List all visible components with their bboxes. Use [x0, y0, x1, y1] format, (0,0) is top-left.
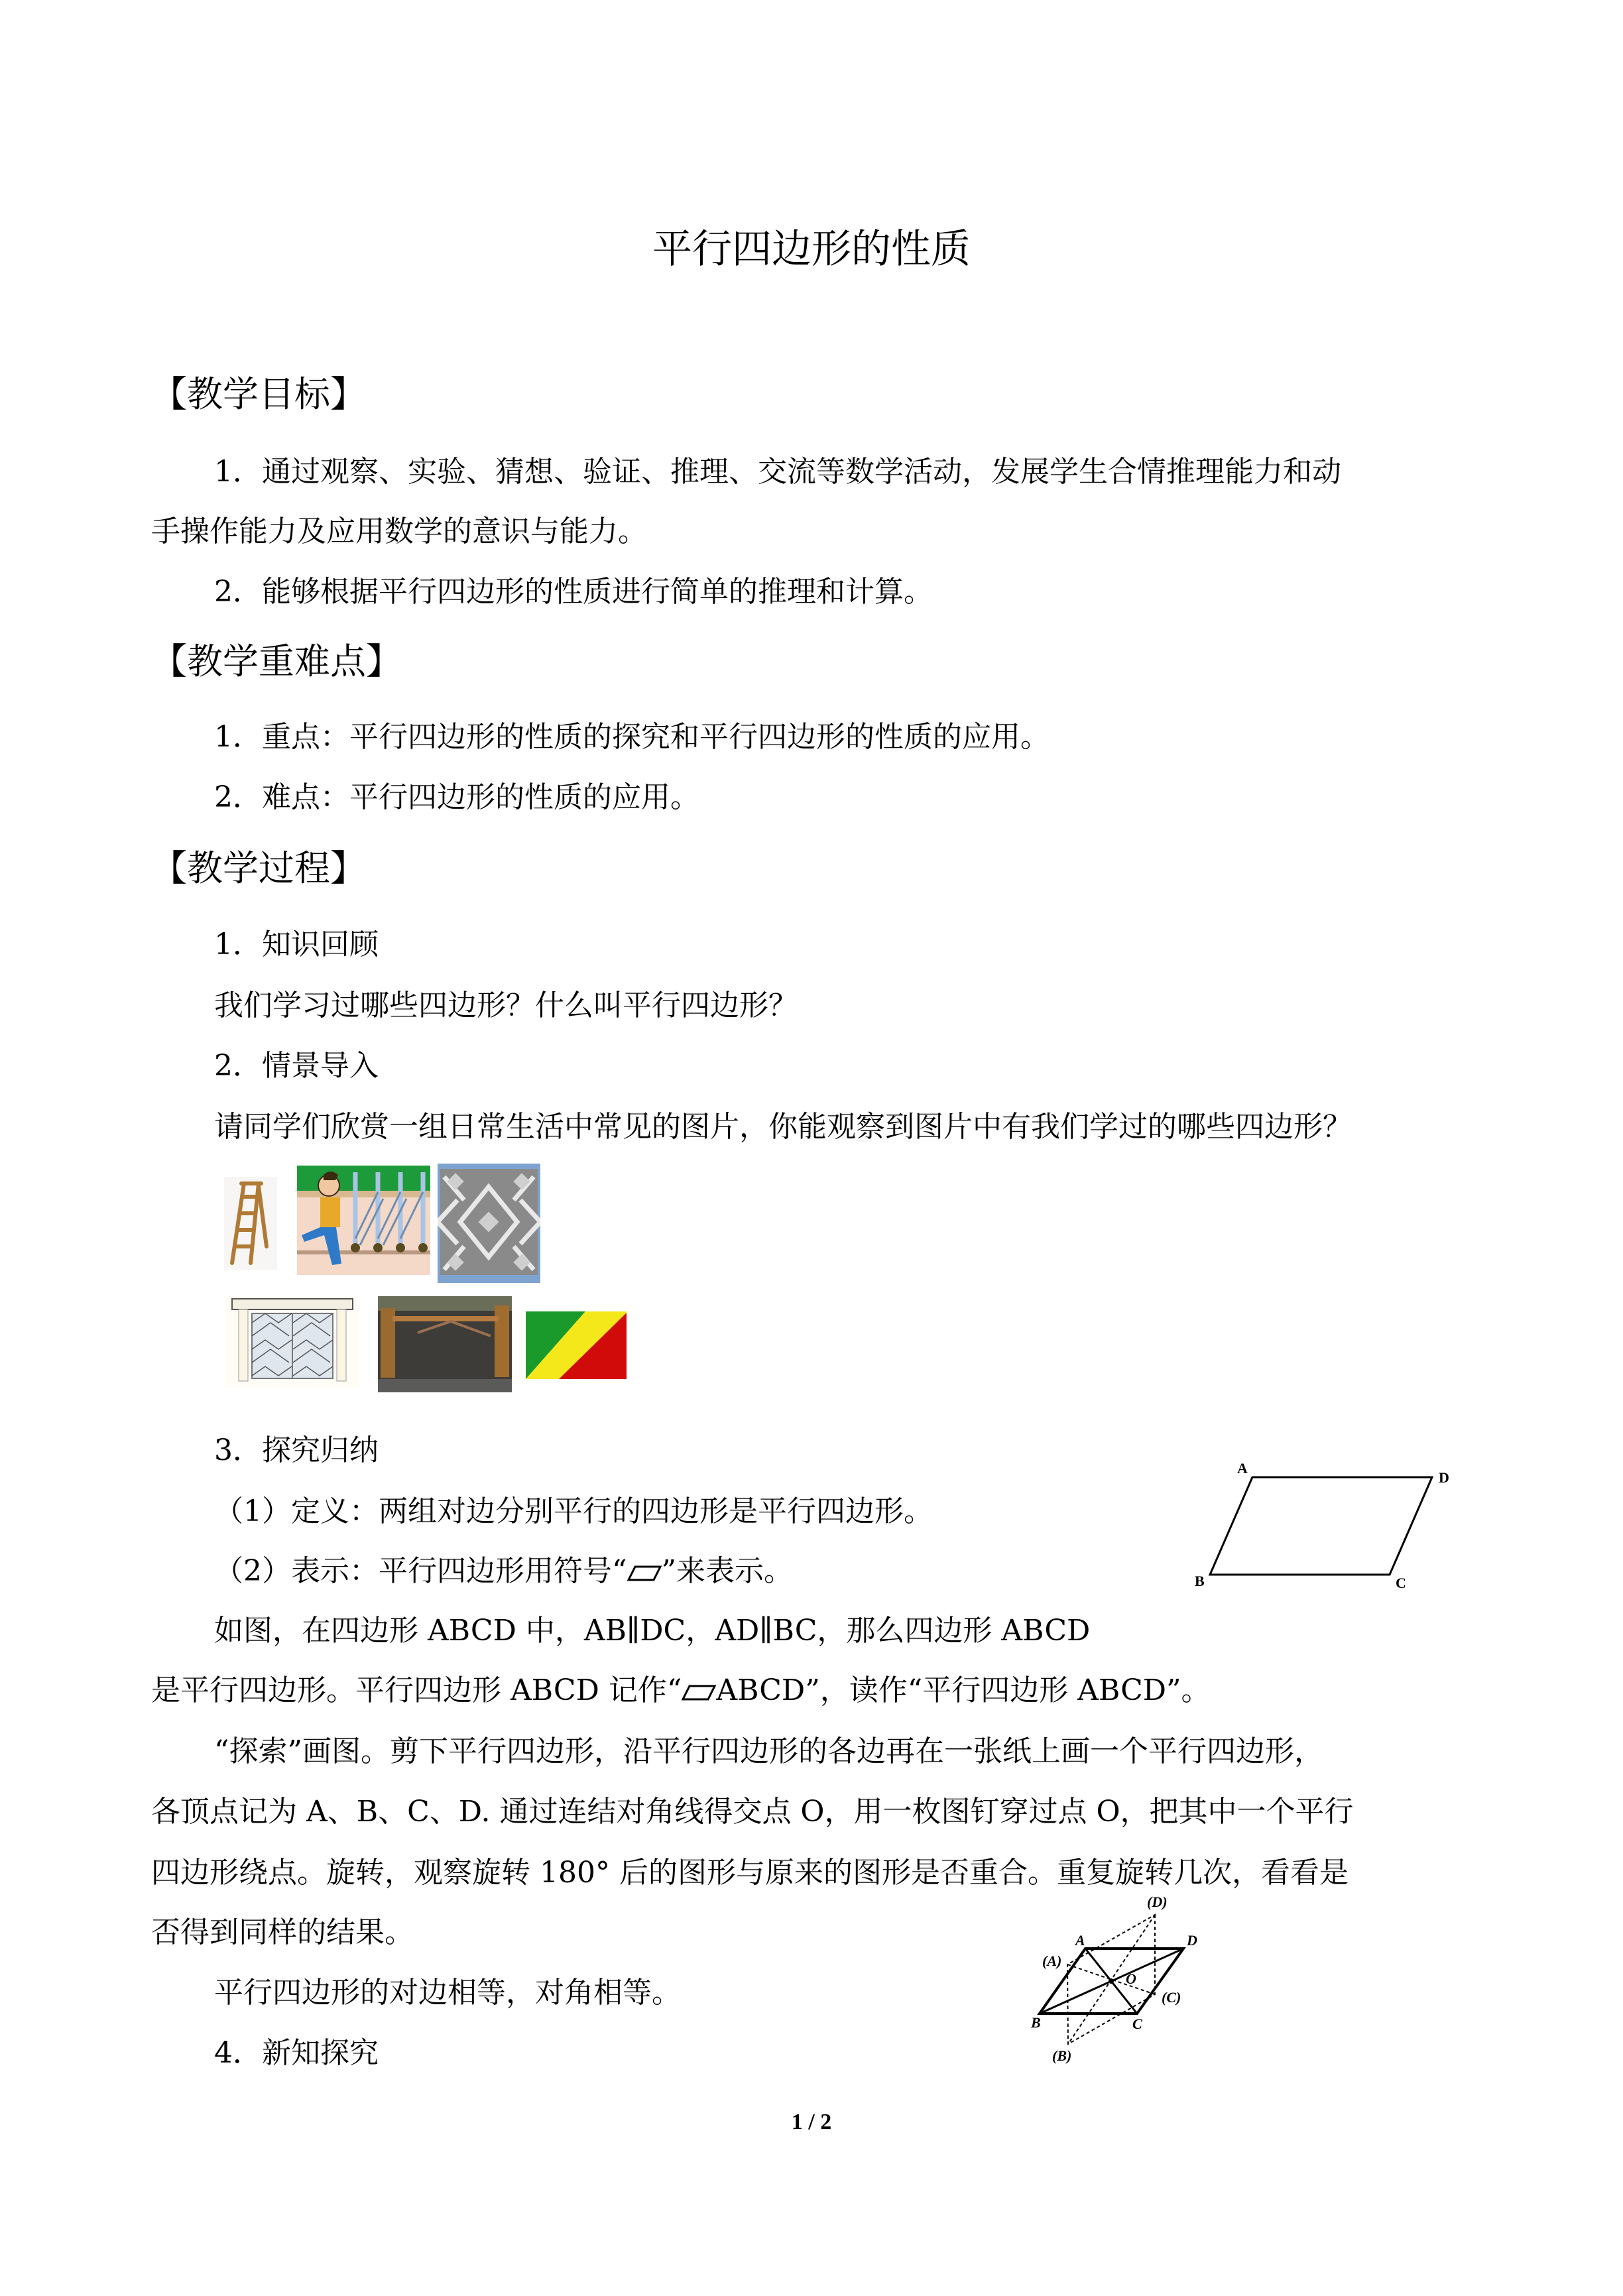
- window-grille-image: [225, 1296, 358, 1387]
- figure2-label-c-rotated: (C): [1162, 1989, 1181, 2006]
- parallelogram-symbol-icon: [682, 1684, 716, 1701]
- section-heading-objectives: 【教学目标】: [151, 373, 366, 415]
- key-point-2: 2．难点：平行四边形的性质的应用。: [214, 780, 699, 814]
- notation-text: [214, 1553, 793, 1590]
- parallelogram-figure: [1187, 1459, 1452, 1598]
- flag-image: [526, 1311, 627, 1379]
- explore-paragraph-line-4: 否得到同样的结果。: [151, 1915, 414, 1949]
- objective-item-1-cont: 手操作能力及应用数学的意识与能力。: [151, 514, 647, 548]
- intro-title: 2．情景导入: [214, 1049, 379, 1083]
- example-line-1: 如图，在四边形 ABCD 中，AB∥DC，AD∥BC，那么四边形 ABCD: [214, 1614, 1091, 1648]
- figure2-label-d-rotated: (D): [1147, 1896, 1168, 1910]
- page-number: 1 / 2: [791, 2110, 832, 2134]
- figure1-label-d: D: [1439, 1469, 1449, 1486]
- notation-pre: （2）表示：平行四边形用符号“: [214, 1554, 627, 1588]
- notation-post: ”来表示。: [661, 1554, 793, 1588]
- intro-text: 请同学们欣赏一组日常生活中常见的图片，你能观察到图片中有我们学过的哪些四边形？: [214, 1110, 1352, 1144]
- figure2-label-a: A: [1075, 1932, 1085, 1949]
- objective-item-2: 2．能够根据平行四边形的性质进行简单的推理和计算。: [214, 575, 933, 609]
- figure2-label-d: D: [1187, 1932, 1197, 1949]
- figure1-label-c: C: [1396, 1575, 1406, 1591]
- garden-gate-image: [378, 1296, 512, 1392]
- review-text: 我们学习过哪些四边形？什么叫平行四边形？: [214, 989, 798, 1022]
- property-text: 平行四边形的对边相等，对角相等。: [214, 1976, 681, 2010]
- figure2-label-a-rotated: (A): [1042, 1953, 1062, 1969]
- section-heading-key-points: 【教学重难点】: [151, 640, 402, 682]
- example-line-2-post: ABCD”，读作“平行四边形 ABCD”。: [716, 1673, 1211, 1707]
- parallelogram-symbol-icon: [627, 1565, 662, 1582]
- explore-paragraph-line-1: “探索”画图。剪下平行四边形，沿平行四边形的各边再在一张纸上画一个平行四边形，: [214, 1734, 1323, 1768]
- figure2-label-b-rotated: (B): [1052, 2047, 1072, 2064]
- objective-item-1: 1．通过观察、实验、猜想、验证、推理、交流等数学活动，发展学生合情推理能力和动: [214, 455, 1341, 489]
- rotation-figure: [1021, 1896, 1220, 2075]
- example-line-2-pre: 是平行四边形。平行四边形 ABCD 记作“: [151, 1673, 682, 1707]
- section-heading-process: 【教学过程】: [151, 847, 366, 889]
- explore-paragraph-line-3: 四边形绕点。旋转，观察旋转 180° 后的图形与原来的图形是否重合。重复旋转几次，看看是: [151, 1856, 1349, 1890]
- new-knowledge-title: 4．新知探究: [214, 2036, 379, 2070]
- tile-pattern-image: [438, 1164, 540, 1283]
- page-title: 平行四边形的性质: [652, 226, 971, 272]
- example-line-2: [151, 1672, 1211, 1709]
- explore-paragraph-line-2: 各顶点记为 A、B、C、D. 通过连结对角线得交点 O，用一枚图钉穿过点 O，把其中一个平行: [151, 1795, 1354, 1829]
- figure2-label-b: B: [1031, 2014, 1041, 2031]
- definition-text: （1）定义：两组对边分别平行的四边形是平行四边形。: [214, 1494, 933, 1528]
- explore-title: 3．探究归纳: [214, 1433, 379, 1467]
- folding-gate-image: [297, 1166, 430, 1275]
- figure2-label-c: C: [1132, 2016, 1142, 2032]
- review-title: 1．知识回顾: [214, 928, 379, 961]
- ladder-image: [224, 1177, 277, 1270]
- figure1-label-b: B: [1195, 1573, 1205, 1589]
- key-point-1: 1．重点：平行四边形的性质的探究和平行四边形的性质的应用。: [214, 720, 1050, 754]
- figure1-label-a: A: [1237, 1460, 1248, 1477]
- figure2-label-o: O: [1126, 1970, 1136, 1987]
